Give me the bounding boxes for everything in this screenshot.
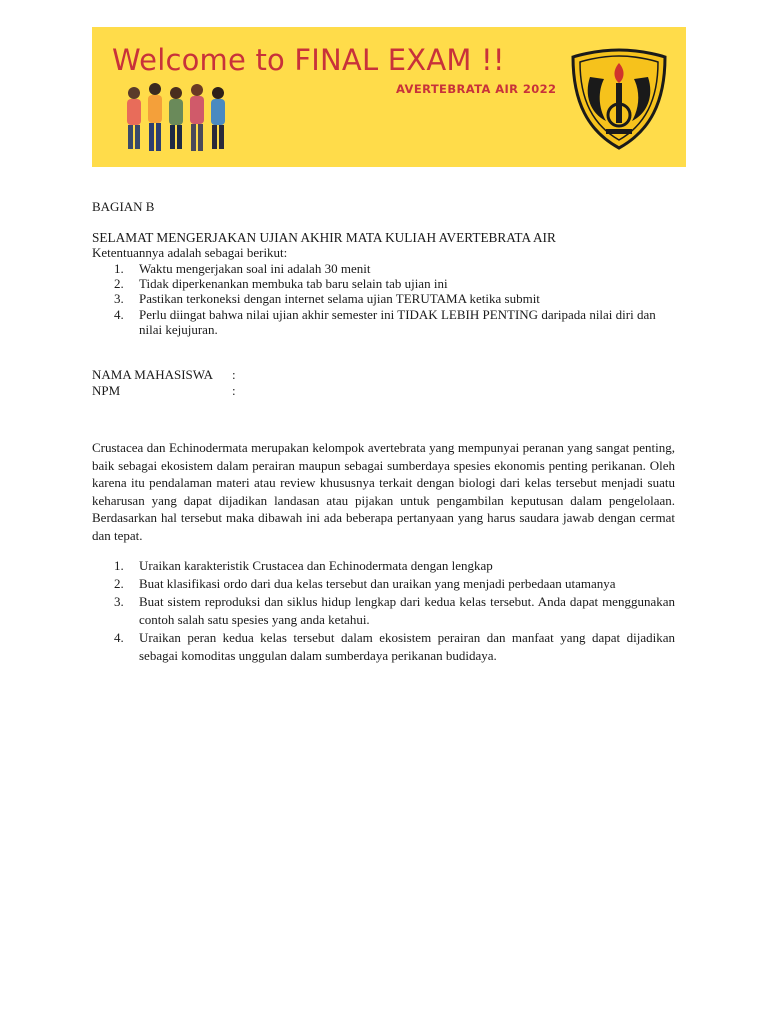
rule-text: Perlu diingat bahwa nilai ujian akhir semester ini TIDAK LEBIH PENTING daripada nilai diri dan nilai kejujuran. (139, 306, 656, 337)
question-text: Uraikan karakteristik Crustacea dan Echinodermata dengan lengkap (139, 558, 493, 573)
rule-text: Waktu mengerjakan soal ini adalah 30 menit (139, 261, 371, 276)
list-number: 3. (114, 291, 124, 307)
student-1 (127, 87, 141, 149)
list-number: 2. (114, 276, 124, 292)
list-item (92, 557, 675, 575)
rule-text: Tidak diperkenankan membuka tab baru selain tab ujian ini (139, 276, 448, 292)
banner-title: Welcome to FINAL EXAM !! (112, 43, 505, 77)
question-text: Buat sistem reproduksi dan siklus hidup lengkap dari kedua kelas tersebut. Anda dapat menggunakan contoh salah satu spesies yang anda ketahui. (139, 594, 675, 627)
list-number: 4. (114, 630, 124, 645)
rules-list (92, 261, 672, 337)
banner-subtitle: AVERTEBRATA AIR 2022 (396, 82, 557, 96)
rule-text: Pastikan terkoneksi dengan internet selama ujian TERUTAMA ketika submit (139, 291, 540, 307)
list-number: 1. (114, 558, 124, 573)
list-number: 2. (114, 576, 124, 591)
header-banner (92, 27, 686, 167)
list-item (92, 261, 672, 276)
question-text: Buat klasifikasi ordo dari dua kelas tersebut dan uraikan yang menjadi perbedaan utamanya (139, 576, 616, 591)
student-name-colon: : (232, 367, 236, 382)
students-illustration (122, 79, 230, 157)
npm-colon: : (232, 383, 236, 398)
student-3 (169, 87, 183, 149)
list-item (92, 629, 675, 665)
list-item (92, 307, 672, 337)
university-logo (570, 47, 668, 151)
list-number: 3. (114, 594, 124, 609)
intro-paragraph: Crustacea dan Echinodermata merupakan kelompok avertebrata yang mempunyai peranan yang sangat penting, baik sebagai ekosistem dalam perairan maupun sebagai sumberdaya spesies ekonomis penting perikanan. Oleh karena itu pendalaman materi atau review khususnya terkait dengan biologi dari kelas tersebut menjadi suatu keharusan yang dapat dijadikan landasan atau pijakan untuk pengambilan keputusan dalam pengelolaan. Berdasarkan hal tersebut maka dibawah ini ada beberapa pertanyaan yang harus saudara jawab dengan cermat dan tepat. (92, 440, 675, 543)
questions-list (92, 557, 675, 665)
rules-intro: Ketentuannya adalah sebagai berikut: (92, 245, 288, 260)
list-item (92, 276, 672, 291)
question-text: Uraikan peran kedua kelas tersebut dalam ekosistem perairan dan manfaat yang dapat dijadikan sebagai komoditas unggulan dalam sumberdaya perikanan budidaya. (139, 630, 675, 663)
student-5 (211, 87, 225, 149)
list-number: 4. (114, 306, 124, 322)
section-label: BAGIAN B (92, 199, 155, 214)
npm-label: NPM (92, 383, 121, 398)
student-2 (148, 83, 162, 151)
list-item (92, 593, 675, 629)
list-item (92, 291, 672, 306)
list-number: 1. (114, 261, 124, 276)
student-name-label: NAMA MAHASISWA (92, 367, 213, 382)
exam-heading: SELAMAT MENGERJAKAN UJIAN AKHIR MATA KULIAH AVERTEBRATA AIR (92, 230, 556, 245)
list-item (92, 575, 675, 593)
student-4 (190, 84, 204, 151)
